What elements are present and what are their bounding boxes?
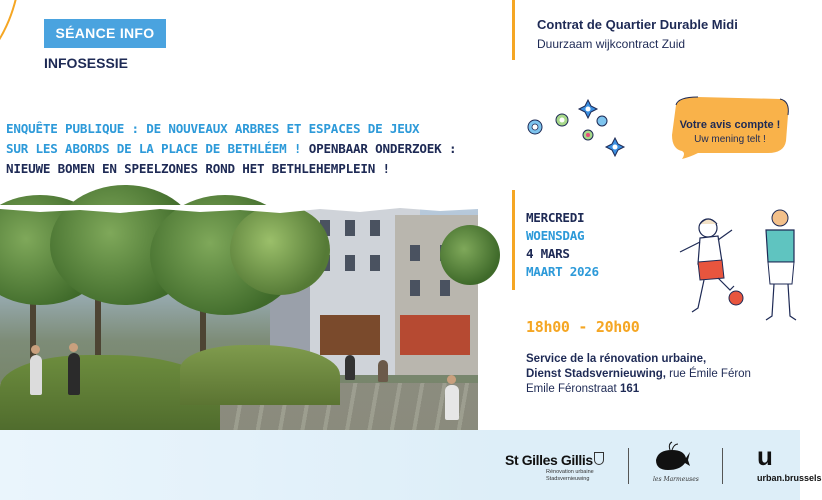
address-line2-bold: Dienst Stadsvernieuwing, [526,368,666,380]
headline-nl-line3: NIEUWE BOMEN EN SPEELZONES ROND HET BETHLEHEMPLEIN ! [6,161,390,176]
address-line2-rest: rue Émile Féron [665,368,751,380]
date-day-nl: WOENSDAG [526,228,585,243]
bubble-text-nl: Uw mening telt ! [694,134,766,145]
stgilles-sub1: Rénovation urbaine [546,469,594,475]
infosessie-label: INFOSESSIE [44,55,129,71]
footer-gradient [0,430,500,500]
torn-edge-top [0,205,478,215]
headline-fr-line2: SUR LES ABORDS DE LA PLACE DE BETHLÉEM ! [6,141,302,156]
address-line3-rest: Emile Féronstraat [526,383,620,395]
stgilles-sub2: Stadsvernieuwing [546,476,590,482]
bubble-text-fr: Votre avis compte ! [679,119,781,131]
date-fr: 4 MARS [526,246,570,261]
footer-divider [722,448,723,484]
flowers-illustration [520,95,640,165]
headline-nl-line2: OPENBAAR ONDERZOEK : [308,141,457,156]
date-day-fr: MERCREDI [526,210,585,225]
footer-divider [628,448,629,484]
contract-accent-bar [512,0,515,60]
address-line2 [526,368,751,380]
address-line1: Service de la rénovation urbaine, [526,353,707,365]
seance-info-badge: SÉANCE INFO [44,19,166,48]
urban-brussels-logo: urban.brussels [757,473,822,483]
contract-title-nl: Duurzaam wijkcontract Zuid [537,37,686,51]
contract-title-fr: Contrat de Quartier Durable Midi [537,17,738,32]
urban-logo-mark: u [757,441,773,471]
stgilles-crest-icon [594,452,604,465]
date-nl: MAART 2026 [526,264,599,279]
date-accent-bar [512,190,515,290]
headline [6,119,476,179]
headline-fr-line1: ENQUÊTE PUBLIQUE : DE NOUVEAUX ARBRES ET ESPACES DE JEUX [6,121,420,136]
corner-arc [0,0,22,82]
marmeuses-logo: les Marmeuses [653,476,699,483]
children-playing-illustration [670,200,800,330]
address-number: 161 [619,383,640,395]
event-time: 18h00 - 20h00 [526,318,640,336]
address-line3 [526,383,639,395]
stgilles-logo: St Gilles Gillis [505,452,593,468]
street-photo [0,205,478,453]
whale-logo-icon [652,440,692,474]
